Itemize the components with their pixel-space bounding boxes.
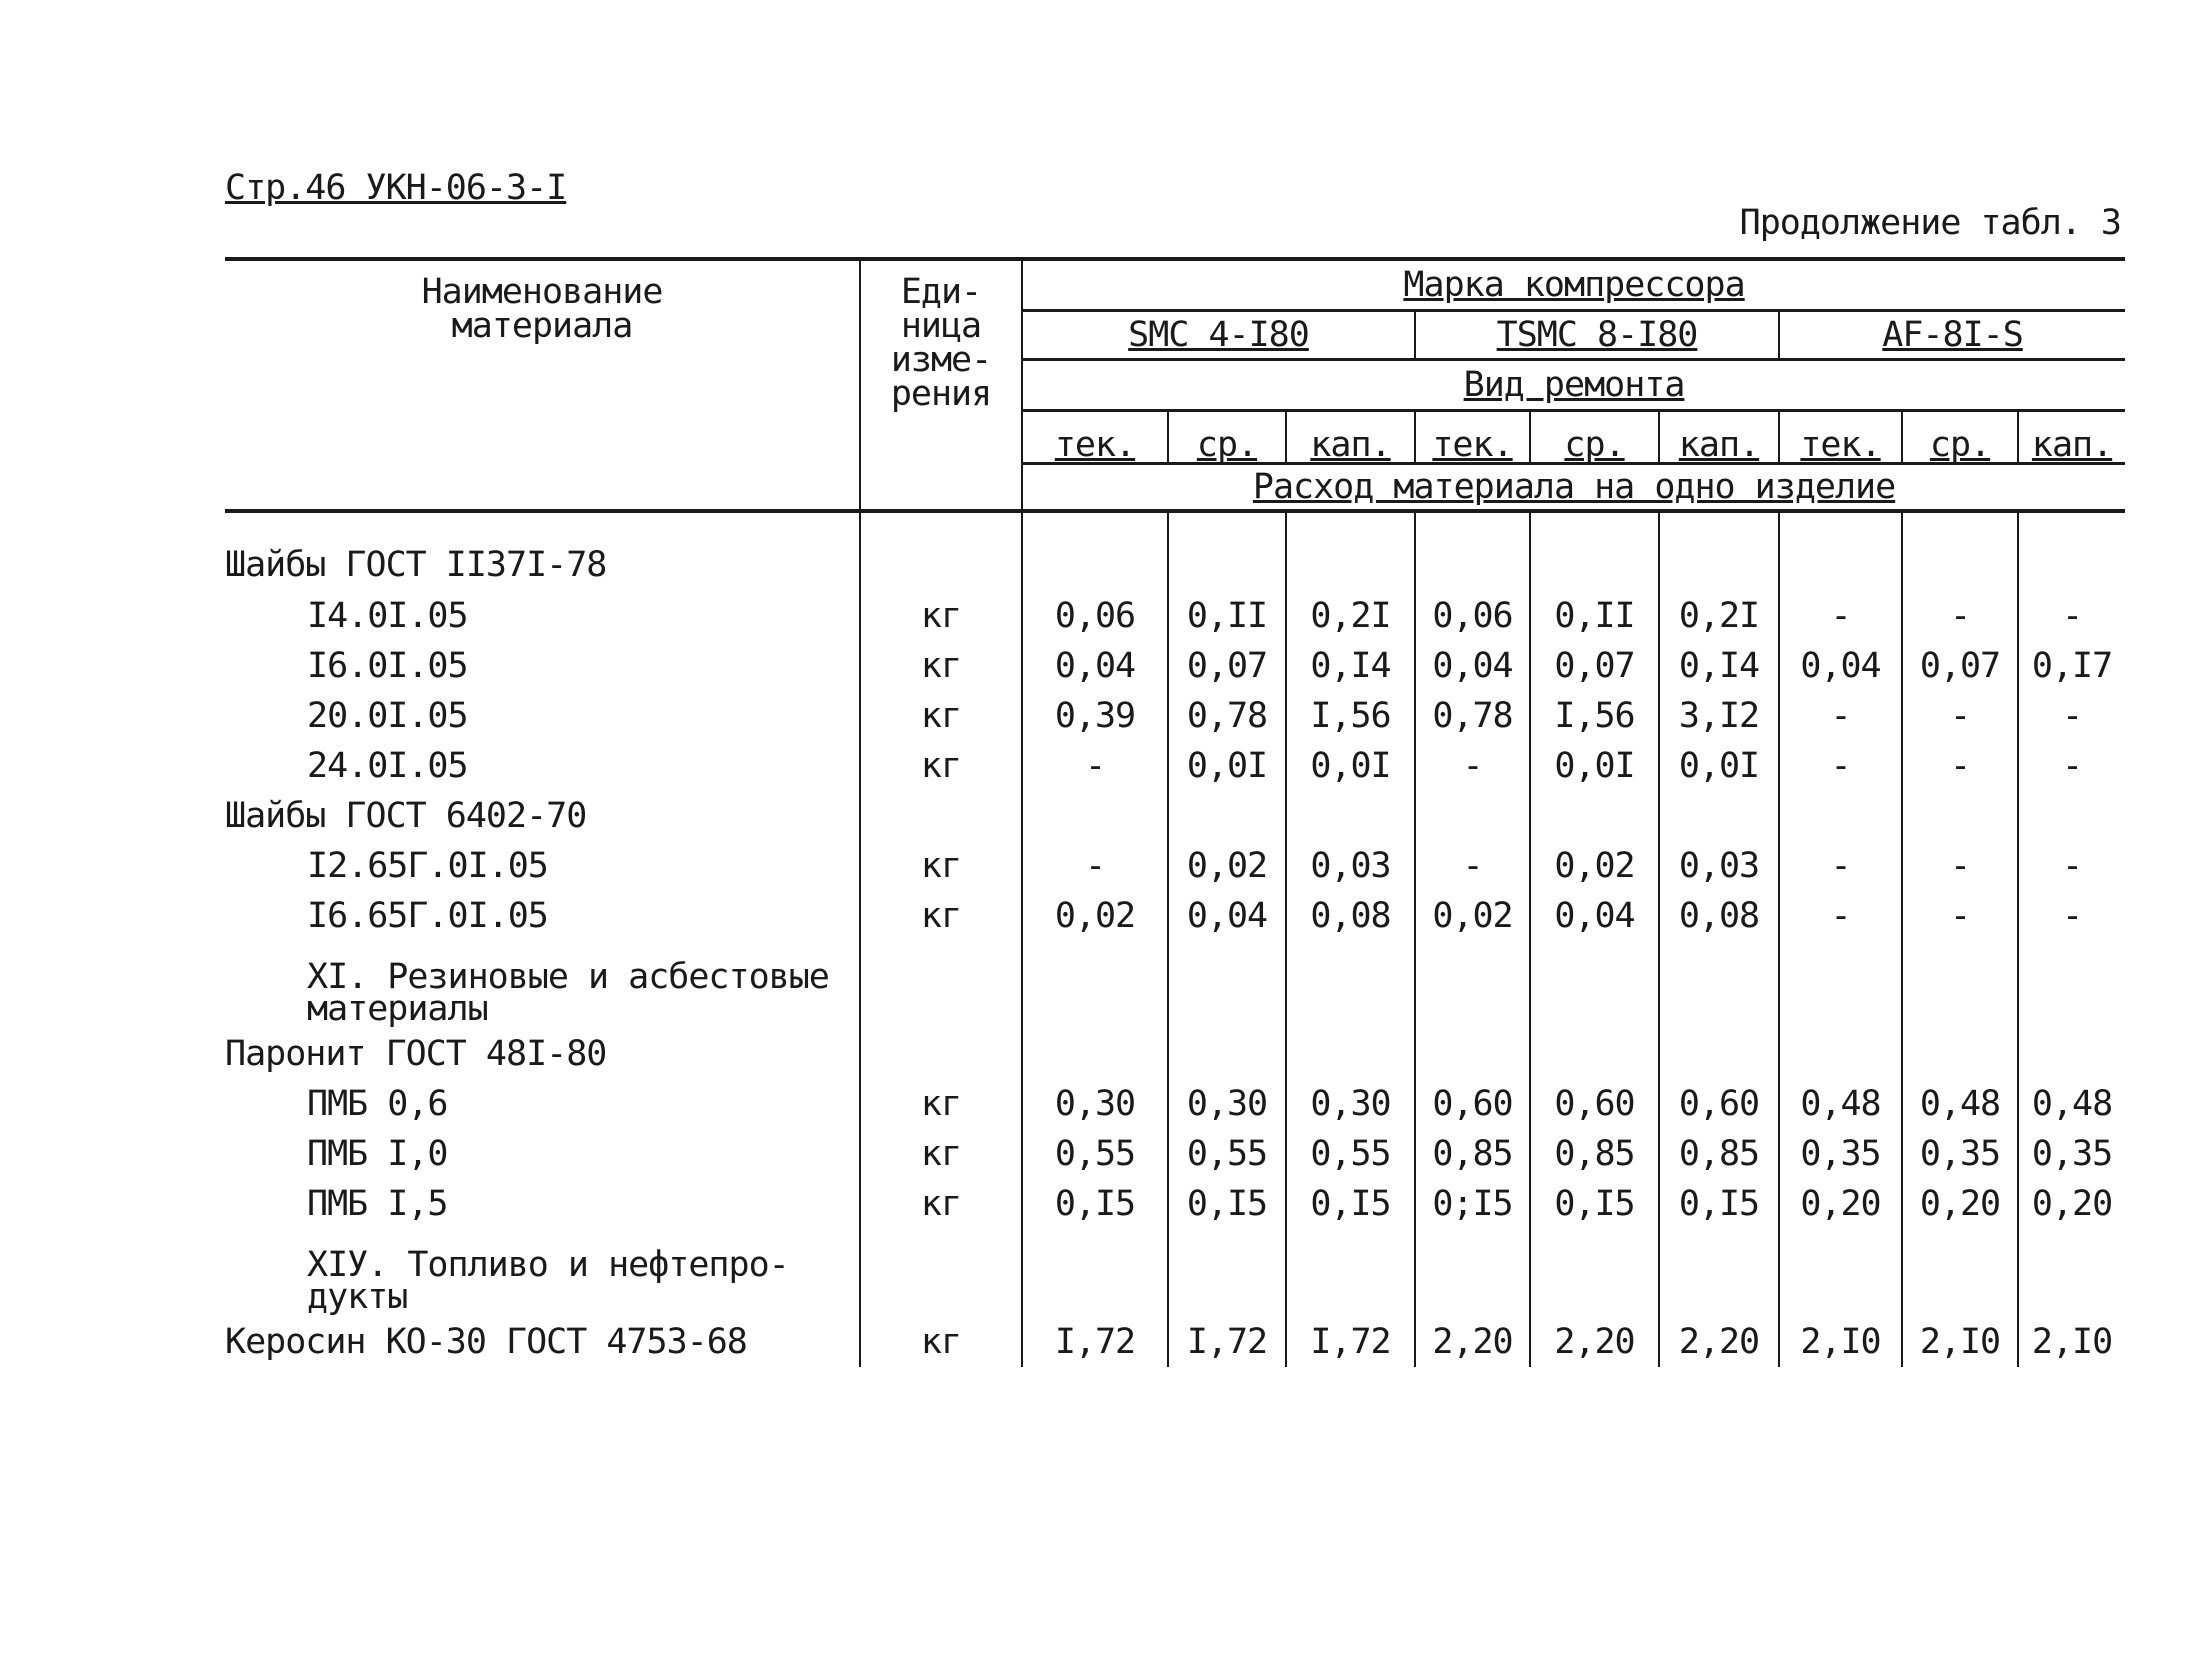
consumption-value-cell xyxy=(1902,1029,2018,1079)
consumption-value-cell: 0,I4 xyxy=(1659,641,1779,691)
table-row xyxy=(225,841,2125,891)
consumption-value-cell xyxy=(1415,1229,1530,1317)
unit-cell: кг xyxy=(860,841,1022,891)
consumption-value-cell xyxy=(1530,1029,1659,1079)
consumption-value-cell xyxy=(1659,941,1779,1029)
repair-type-capital: кап. xyxy=(1310,425,1391,465)
consumption-value-cell: 0,04 xyxy=(1022,641,1168,691)
consumption-value-cell: 0,35 xyxy=(2031,1134,2113,1174)
consumption-value-cell: I,56 xyxy=(1286,691,1415,741)
consumption-value-cell: - xyxy=(1779,841,1902,891)
consumption-value-cell: - xyxy=(1779,891,1902,941)
material-name: I6.0I.05 xyxy=(307,646,468,686)
section-title: XI. Резиновые и асбестовые материалы xyxy=(307,957,829,1029)
unit-cell: кг xyxy=(860,1317,1022,1367)
material-name: 24.0I.05 xyxy=(307,746,468,786)
unit-cell xyxy=(860,511,1022,591)
page-header: Стр.46 УКН-06-3-I xyxy=(225,168,567,208)
consumption-value-cell xyxy=(1779,1029,1902,1079)
unit-cell: кг xyxy=(860,1179,1022,1229)
consumption-value-cell xyxy=(1415,511,1530,591)
material-name: I2.65Г.0I.05 xyxy=(307,846,548,886)
material-name-cell xyxy=(225,741,860,791)
col-header-unit-line: Еди- xyxy=(900,272,982,312)
table-row xyxy=(225,691,2125,741)
table-row xyxy=(225,1317,2125,1367)
col-header-unit-line: рения xyxy=(890,374,992,414)
consumption-value-cell: 0,30 xyxy=(1022,1079,1168,1129)
consumption-value-cell: 0,04 xyxy=(1530,891,1659,941)
consumption-value-cell: 0,55 xyxy=(1286,1129,1415,1179)
consumption-value-cell xyxy=(1902,791,2018,841)
repair-type-label: Вид ремонта xyxy=(1463,365,1685,405)
repair-type-cell xyxy=(2018,411,2125,464)
unit-cell xyxy=(860,1029,1022,1079)
consumption-value-cell: 0,I5 xyxy=(1168,1179,1286,1229)
consumption-value-cell: I,56 xyxy=(1530,691,1659,741)
repair-type-medium: ср. xyxy=(1929,425,1991,465)
material-name-cell xyxy=(225,1029,860,1079)
consumption-value-cell: 0,06 xyxy=(1022,591,1168,641)
consumption-value-cell: 3,I2 xyxy=(1659,691,1779,741)
consumption-value-cell xyxy=(1902,511,2018,591)
consumption-value-cell: - xyxy=(1022,741,1168,791)
consumption-value-cell: 0,03 xyxy=(1286,841,1415,891)
consumption-value-cell: - xyxy=(1902,841,2018,891)
consumption-value-cell: - xyxy=(1779,691,1902,741)
consumption-value-cell xyxy=(1779,1229,1902,1317)
consumption-value-cell xyxy=(1022,511,1168,591)
compressor-brand-header xyxy=(1022,259,2125,311)
consumption-value-cell: 0,20 xyxy=(1779,1179,1902,1229)
unit-cell xyxy=(860,1229,1022,1317)
material-group-name: Паронит ГОСТ 48I-80 xyxy=(225,1034,607,1074)
consumption-value-cell xyxy=(1168,511,1286,591)
repair-type-capital: кап. xyxy=(2031,425,2113,465)
consumption-value-cell xyxy=(1286,1229,1415,1317)
repair-type-medium: ср. xyxy=(1564,425,1625,465)
repair-type-current: тек. xyxy=(1800,425,1881,465)
table-row xyxy=(225,641,2125,691)
consumption-value-cell xyxy=(2018,511,2125,591)
consumption-value-cell: 0,85 xyxy=(1659,1129,1779,1179)
material-name-cell xyxy=(225,641,860,691)
repair-type-cell xyxy=(1415,411,1530,464)
consumption-value-cell: I,72 xyxy=(1286,1317,1415,1367)
consumption-value-cell xyxy=(2018,941,2125,1029)
consumption-value-cell: 0,48 xyxy=(1902,1079,2018,1129)
consumption-value-cell: - xyxy=(1415,841,1530,891)
table-row xyxy=(225,1079,2125,1129)
material-group-name: Шайбы ГОСТ 6402-70 xyxy=(225,796,587,836)
consumption-value-cell: 0,04 xyxy=(1168,891,1286,941)
consumption-value-cell: 0,0I xyxy=(1659,741,1779,791)
consumption-value-cell: - xyxy=(1022,841,1168,891)
consumption-value-cell: 0,I5 xyxy=(1530,1179,1659,1229)
consumption-value-cell: - xyxy=(1902,691,2018,741)
section-title: XIУ. Топливо и нефтепро-дукты xyxy=(307,1245,789,1317)
repair-type-cell xyxy=(1530,411,1659,464)
col-header-name-line: Наименование xyxy=(421,272,663,312)
material-name: ПМБ 0,6 xyxy=(307,1084,448,1124)
consumption-value-cell: - xyxy=(2062,746,2083,786)
consumption-value-cell: 0,2I xyxy=(1659,591,1779,641)
consumption-value-cell: 0,0I xyxy=(1286,741,1415,791)
consumption-value-cell xyxy=(1022,1029,1168,1079)
model-header xyxy=(1022,311,1415,360)
unit-cell: кг xyxy=(860,591,1022,641)
consumption-value-cell: 0,2I xyxy=(1286,591,1415,641)
consumption-value-cell: 0,I4 xyxy=(1286,641,1415,691)
consumption-value-cell: I,72 xyxy=(1022,1317,1168,1367)
repair-type-capital: кап. xyxy=(1678,425,1760,465)
material-name-cell xyxy=(225,1079,860,1129)
consumption-value-cell xyxy=(1168,791,1286,841)
consumption-value-cell xyxy=(1902,941,2018,1029)
consumption-value-cell: 2,I0 xyxy=(2031,1322,2113,1362)
consumption-value-cell: 0,04 xyxy=(1415,641,1530,691)
consumption-value-cell: 0;I5 xyxy=(1415,1179,1530,1229)
consumption-value-cell: 0,30 xyxy=(1168,1079,1286,1129)
consumption-value-cell: 0,20 xyxy=(1902,1179,2018,1229)
table-row xyxy=(225,1129,2125,1179)
consumption-value-cell xyxy=(1415,941,1530,1029)
consumption-value-cell: 0,48 xyxy=(1779,1079,1902,1129)
consumption-value-cell: 0,07 xyxy=(1902,641,2018,691)
consumption-value-cell xyxy=(1022,791,1168,841)
unit-cell: кг xyxy=(860,891,1022,941)
table-row xyxy=(225,511,2125,591)
material-name-cell xyxy=(225,891,860,941)
repair-type-cell xyxy=(1902,411,2018,464)
material-name: I6.65Г.0I.05 xyxy=(307,896,548,936)
consumption-value-cell xyxy=(1779,511,1902,591)
unit-cell: кг xyxy=(860,641,1022,691)
model-label: SMC 4-I80 xyxy=(1128,315,1309,355)
consumption-value-cell xyxy=(1168,941,1286,1029)
consumption-value-cell: 0,04 xyxy=(1779,641,1902,691)
consumption-value-cell xyxy=(1530,791,1659,841)
consumption-value-cell xyxy=(1779,941,1902,1029)
compressor-brand-label: Марка компрессора xyxy=(1403,265,1745,305)
consumption-value-cell: 0,08 xyxy=(1286,891,1415,941)
consumption-value-cell: 0,0I xyxy=(1168,741,1286,791)
consumption-value-cell: 0,02 xyxy=(1530,841,1659,891)
consumption-value-cell: 2,I0 xyxy=(1779,1317,1902,1367)
consumption-value-cell: 0,II xyxy=(1530,591,1659,641)
model-label: TSMC 8-I80 xyxy=(1496,315,1698,355)
model-label: AF-8I-S xyxy=(1882,315,2023,355)
col-header-unit xyxy=(860,259,1022,511)
consumption-value-cell: I,72 xyxy=(1168,1317,1286,1367)
consumption-value-cell xyxy=(1659,511,1779,591)
material-name: Керосин КО-30 ГОСТ 4753-68 xyxy=(225,1322,747,1362)
table-continuation-label: Продолжение табл. 3 xyxy=(1739,203,2121,243)
consumption-value-cell: - xyxy=(1902,741,2018,791)
unit-cell xyxy=(860,941,1022,1029)
consumption-value-cell xyxy=(1659,1029,1779,1079)
material-name-cell xyxy=(225,1229,860,1317)
col-header-unit-line: ница xyxy=(900,306,982,346)
table-row xyxy=(225,791,2125,841)
model-header xyxy=(1415,311,1779,360)
consumption-value-cell: 0,60 xyxy=(1530,1079,1659,1129)
consumption-value-cell xyxy=(1530,941,1659,1029)
col-header-unit-line: изме- xyxy=(890,340,992,380)
repair-type-header xyxy=(1022,360,2125,411)
consumption-value-cell xyxy=(1902,1229,2018,1317)
consumption-value-cell: 0,08 xyxy=(1659,891,1779,941)
consumption-label: Расход материала на одно изделие xyxy=(1252,467,1896,507)
consumption-value-cell: 0,55 xyxy=(1022,1129,1168,1179)
consumption-value-cell xyxy=(2018,791,2125,841)
consumption-value-cell: 0,35 xyxy=(1779,1129,1902,1179)
materials-table xyxy=(225,257,2125,1367)
consumption-value-cell: 0,78 xyxy=(1168,691,1286,741)
material-group-name: Шайбы ГОСТ II37I-78 xyxy=(225,545,607,585)
material-name-cell xyxy=(225,1179,860,1229)
table-row xyxy=(225,1229,2125,1317)
repair-type-cell xyxy=(1286,411,1415,464)
material-name-cell xyxy=(225,841,860,891)
table-row xyxy=(225,1029,2125,1079)
consumption-value-cell: 0,60 xyxy=(1659,1079,1779,1129)
consumption-value-cell xyxy=(1022,941,1168,1029)
material-name-cell xyxy=(225,1317,860,1367)
consumption-value-cell xyxy=(1286,511,1415,591)
consumption-value-cell: 0,35 xyxy=(1902,1129,2018,1179)
unit-cell xyxy=(860,791,1022,841)
consumption-value-cell: 0,07 xyxy=(1168,641,1286,691)
consumption-value-cell: - xyxy=(2062,596,2083,636)
repair-type-cell xyxy=(1779,411,1902,464)
consumption-header xyxy=(1022,464,2125,512)
repair-type-current: тек. xyxy=(1054,425,1136,465)
consumption-value-cell: 0,48 xyxy=(2031,1084,2113,1124)
consumption-value-cell: 0,02 xyxy=(1168,841,1286,891)
consumption-value-cell xyxy=(1168,1029,1286,1079)
material-name-cell xyxy=(225,1129,860,1179)
unit-cell: кг xyxy=(860,691,1022,741)
repair-type-cell xyxy=(1168,411,1286,464)
model-header xyxy=(1779,311,2125,360)
table-body xyxy=(225,511,2125,1367)
repair-type-cell xyxy=(1022,411,1168,464)
consumption-value-cell: 2,20 xyxy=(1415,1317,1530,1367)
consumption-value-cell: 0,I5 xyxy=(1022,1179,1168,1229)
consumption-value-cell: - xyxy=(1779,741,1902,791)
consumption-value-cell xyxy=(1779,791,1902,841)
consumption-value-cell: 0,06 xyxy=(1415,591,1530,641)
table-row xyxy=(225,891,2125,941)
consumption-value-cell xyxy=(1530,1229,1659,1317)
consumption-value-cell: 0,02 xyxy=(1022,891,1168,941)
material-name-cell xyxy=(225,791,860,841)
table-row xyxy=(225,741,2125,791)
repair-type-medium: ср. xyxy=(1196,425,1258,465)
consumption-value-cell: 0,30 xyxy=(1286,1079,1415,1129)
material-name-cell xyxy=(225,511,860,591)
consumption-value-cell: 0,55 xyxy=(1168,1129,1286,1179)
consumption-value-cell: - xyxy=(2062,696,2083,736)
materials-table-wrap xyxy=(225,257,2120,1367)
consumption-value-cell xyxy=(1659,1229,1779,1317)
consumption-value-cell: 0,78 xyxy=(1415,691,1530,741)
consumption-value-cell xyxy=(1530,511,1659,591)
material-name: I4.0I.05 xyxy=(307,596,468,636)
table-row xyxy=(225,941,2125,1029)
table-row xyxy=(225,591,2125,641)
consumption-value-cell: 0,03 xyxy=(1659,841,1779,891)
consumption-value-cell xyxy=(1659,791,1779,841)
col-header-name xyxy=(225,259,860,511)
consumption-value-cell: - xyxy=(1902,891,2018,941)
consumption-value-cell: 0,20 xyxy=(2031,1184,2113,1224)
material-name: 20.0I.05 xyxy=(307,696,468,736)
consumption-value-cell xyxy=(1415,1029,1530,1079)
consumption-value-cell xyxy=(1415,791,1530,841)
consumption-value-cell: 0,39 xyxy=(1022,691,1168,741)
table-row xyxy=(225,1179,2125,1229)
consumption-value-cell: 0,I5 xyxy=(1286,1179,1415,1229)
material-name-cell xyxy=(225,941,860,1029)
repair-type-current: тек. xyxy=(1432,425,1513,465)
unit-cell: кг xyxy=(860,741,1022,791)
consumption-value-cell xyxy=(2018,1229,2125,1317)
consumption-value-cell: 0,85 xyxy=(1530,1129,1659,1179)
consumption-value-cell: - xyxy=(1779,591,1902,641)
consumption-value-cell: 0,60 xyxy=(1415,1079,1530,1129)
consumption-value-cell: 0,07 xyxy=(1530,641,1659,691)
consumption-value-cell: 2,I0 xyxy=(1902,1317,2018,1367)
consumption-value-cell xyxy=(2018,1029,2125,1079)
consumption-value-cell: 0,I5 xyxy=(1659,1179,1779,1229)
consumption-value-cell: 0,85 xyxy=(1415,1129,1530,1179)
consumption-value-cell xyxy=(1168,1229,1286,1317)
material-name-cell xyxy=(225,591,860,641)
consumption-value-cell xyxy=(1286,941,1415,1029)
unit-cell: кг xyxy=(860,1079,1022,1129)
consumption-value-cell: 0,0I xyxy=(1530,741,1659,791)
material-name: ПМБ I,0 xyxy=(307,1134,448,1174)
consumption-value-cell: - xyxy=(1415,741,1530,791)
material-name: ПМБ I,5 xyxy=(307,1184,448,1224)
consumption-value-cell xyxy=(1022,1229,1168,1317)
consumption-value-cell: 0,02 xyxy=(1415,891,1530,941)
consumption-value-cell xyxy=(1286,791,1415,841)
material-name-cell xyxy=(225,691,860,741)
consumption-value-cell: 2,20 xyxy=(1530,1317,1659,1367)
consumption-value-cell xyxy=(1286,1029,1415,1079)
col-header-name-line: материала xyxy=(451,306,633,346)
consumption-value-cell: 0,II xyxy=(1168,591,1286,641)
table-header xyxy=(225,259,2125,511)
consumption-value-cell: - xyxy=(2062,896,2083,936)
consumption-value-cell: - xyxy=(2062,846,2083,886)
consumption-value-cell: 2,20 xyxy=(1659,1317,1779,1367)
consumption-value-cell: - xyxy=(1902,591,2018,641)
consumption-value-cell: 0,I7 xyxy=(2031,646,2113,686)
unit-cell: кг xyxy=(860,1129,1022,1179)
repair-type-cell xyxy=(1659,411,1779,464)
